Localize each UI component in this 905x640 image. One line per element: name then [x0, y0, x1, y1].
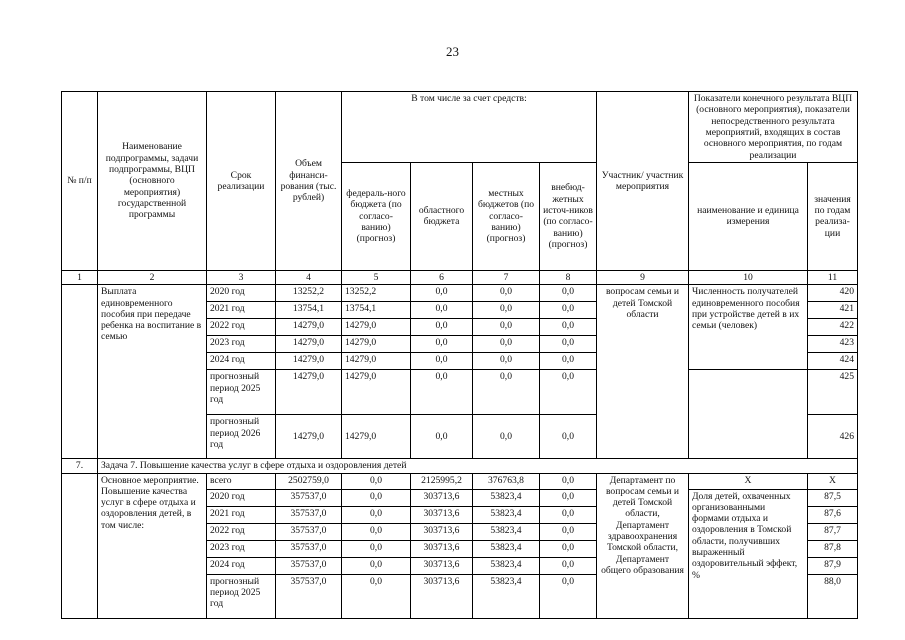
local-cell: 53823,4: [473, 523, 540, 540]
extra-cell: 0,0: [540, 506, 597, 523]
term-cell: 2021 год: [207, 506, 276, 523]
header-extra: внебюд-жетных источ-ников (по согласо-ванию) (прогноз): [540, 162, 597, 270]
local-cell: 0,0: [473, 336, 540, 353]
regional-cell: 0,0: [411, 353, 473, 370]
total-cell: 13252,2: [276, 285, 342, 302]
block1-name: Выплата единовременного пособия при передаче ребенка на воспитание в семью: [98, 285, 207, 459]
regional-cell: 303713,6: [411, 574, 473, 618]
federal-cell: 0,0: [342, 574, 411, 618]
value-cell: 87,6: [808, 506, 858, 523]
value-cell: 87,5: [808, 489, 858, 506]
total-cell: 13754,1: [276, 302, 342, 319]
col-number: 6: [411, 270, 473, 284]
total-cell: 357537,0: [276, 489, 342, 506]
total-cell: 14279,0: [276, 415, 342, 459]
regional-cell: 303713,6: [411, 557, 473, 574]
regional-cell: 2125995,2: [411, 473, 473, 489]
col-number: 3: [207, 270, 276, 284]
local-cell: 53823,4: [473, 506, 540, 523]
federal-cell: 0,0: [342, 506, 411, 523]
total-cell: 2502759,0: [276, 473, 342, 489]
total-cell: 357537,0: [276, 574, 342, 618]
header-local: местных бюджетов (по согласо-ванию) (прогноз): [473, 162, 540, 270]
header-volume: Объем финанси-рования (тыс. рублей): [276, 92, 342, 271]
federal-cell: 0,0: [342, 523, 411, 540]
value-cell: 425: [808, 370, 858, 415]
header-term: Срок реализации: [207, 92, 276, 271]
term-cell: 2023 год: [207, 336, 276, 353]
extra-cell: 0,0: [540, 540, 597, 557]
extra-cell: 0,0: [540, 415, 597, 459]
value-cell: 87,9: [808, 557, 858, 574]
term-cell: 2023 год: [207, 540, 276, 557]
regional-cell: 303713,6: [411, 506, 473, 523]
task7-title: Задача 7. Повышение качества услуг в сфере отдыха и оздоровления детей: [98, 459, 858, 473]
col-number: 1: [62, 270, 98, 284]
regional-cell: 0,0: [411, 302, 473, 319]
local-cell: 53823,4: [473, 489, 540, 506]
task-7: [62, 459, 858, 473]
block1-num: [62, 285, 98, 459]
total-cell: 14279,0: [276, 336, 342, 353]
federal-cell: 0,0: [342, 540, 411, 557]
value-cell: 426: [808, 415, 858, 459]
block-2: [62, 473, 858, 618]
block2-participant: Департамент по вопросам семьи и детей Томской области, Департамент здравоохранения Томской области, Департамент общего образования: [597, 473, 689, 618]
task-row: [62, 459, 858, 473]
header-indicators-text: Показатели конечного результата ВЦП (основного мероприятия), показатели непосредственного результата мероприятий, входящих в состав основного мероприятия, по годам реализации: [693, 93, 853, 161]
federal-cell: 14279,0: [342, 370, 411, 415]
local-cell: 53823,4: [473, 557, 540, 574]
header-federal: федераль-ного бюджета (по согласо-ванию) (прогноз): [342, 162, 411, 270]
local-cell: 0,0: [473, 319, 540, 336]
table-row: [62, 285, 858, 302]
header-sources: В том числе за счет средств:: [342, 92, 597, 163]
regional-cell: 0,0: [411, 319, 473, 336]
col-number: 8: [540, 270, 597, 284]
value-cell: X: [808, 473, 858, 489]
extra-cell: 0,0: [540, 319, 597, 336]
col-number: 7: [473, 270, 540, 284]
header-ind-values: значения по годам реализа-ции: [808, 162, 858, 270]
local-cell: 0,0: [473, 302, 540, 319]
task7-num: 7.: [62, 459, 98, 473]
col-number: 10: [689, 270, 808, 284]
block1-participant: вопросам семьи и детей Томской области: [597, 285, 689, 459]
term-cell: 2022 год: [207, 523, 276, 540]
extra-cell: 0,0: [540, 489, 597, 506]
extra-cell: 0,0: [540, 353, 597, 370]
term-cell: прогнозный период 2026 год: [207, 415, 276, 459]
header-ind-name: наименование и единица измерения: [689, 162, 808, 270]
block2-indicator: Доля детей, охваченных организованными формами отдыха и оздоровления в Томской области, получивших выраженный оздоровительный эффект, %: [689, 489, 808, 618]
term-cell: 2020 год: [207, 285, 276, 302]
local-cell: 53823,4: [473, 574, 540, 618]
extra-cell: 0,0: [540, 336, 597, 353]
col-number: 9: [597, 270, 689, 284]
block1-indicator: Численность получателей единовременного пособия при устройстве детей в их семьи (человек): [689, 285, 808, 370]
total-cell: 14279,0: [276, 353, 342, 370]
header-name: Наименование подпрограммы, задачи подпрограммы, ВЦП (основного мероприятия) государственной программы: [98, 92, 207, 271]
column-number-row: [62, 270, 858, 284]
federal-cell: 0,0: [342, 489, 411, 506]
local-cell: 0,0: [473, 370, 540, 415]
term-cell: 2020 год: [207, 489, 276, 506]
term-cell: 2021 год: [207, 302, 276, 319]
extra-cell: 0,0: [540, 285, 597, 302]
total-cell: 14279,0: [276, 319, 342, 336]
federal-cell: 14279,0: [342, 336, 411, 353]
regional-cell: 303713,6: [411, 540, 473, 557]
value-cell: 424: [808, 353, 858, 370]
value-cell: 422: [808, 319, 858, 336]
regional-cell: 0,0: [411, 415, 473, 459]
extra-cell: 0,0: [540, 473, 597, 489]
col-number: 5: [342, 270, 411, 284]
term-cell: 2024 год: [207, 353, 276, 370]
table-header: [62, 92, 858, 285]
value-cell: 87,7: [808, 523, 858, 540]
extra-cell: 0,0: [540, 302, 597, 319]
regional-cell: 303713,6: [411, 489, 473, 506]
page-number: 23: [446, 44, 459, 59]
col-number: 2: [98, 270, 207, 284]
local-cell: 0,0: [473, 353, 540, 370]
block2-indicator-x: X: [689, 473, 808, 489]
program-table: [61, 91, 858, 619]
table-row: [62, 473, 858, 489]
total-cell: 357537,0: [276, 523, 342, 540]
value-cell: 420: [808, 285, 858, 302]
local-cell: 53823,4: [473, 540, 540, 557]
total-cell: 357537,0: [276, 540, 342, 557]
header-participant: Участник/ участник мероприятия: [597, 92, 689, 271]
regional-cell: 0,0: [411, 336, 473, 353]
federal-cell: 14279,0: [342, 353, 411, 370]
local-cell: 0,0: [473, 415, 540, 459]
value-cell: 421: [808, 302, 858, 319]
term-cell: прогнозный период 2025 год: [207, 370, 276, 415]
header-regional: областного бюджета: [411, 162, 473, 270]
regional-cell: 303713,6: [411, 523, 473, 540]
federal-cell: 14279,0: [342, 319, 411, 336]
federal-cell: 0,0: [342, 473, 411, 489]
term-cell: всего: [207, 473, 276, 489]
extra-cell: 0,0: [540, 557, 597, 574]
extra-cell: 0,0: [540, 523, 597, 540]
header-num: № п/п: [62, 92, 98, 271]
extra-cell: 0,0: [540, 370, 597, 415]
col-number: 4: [276, 270, 342, 284]
block1-indicator-blank: [689, 370, 808, 459]
regional-cell: 0,0: [411, 285, 473, 302]
extra-cell: 0,0: [540, 574, 597, 618]
block2-name: Основное мероприятие. Повышение качества услуг в сфере отдыха и оздоровления детей, в том числе:: [98, 473, 207, 618]
term-cell: 2022 год: [207, 319, 276, 336]
value-cell: 88,0: [808, 574, 858, 618]
federal-cell: 14279,0: [342, 415, 411, 459]
total-cell: 14279,0: [276, 370, 342, 415]
local-cell: 0,0: [473, 285, 540, 302]
term-cell: прогнозный период 2025 год: [207, 574, 276, 618]
federal-cell: 0,0: [342, 557, 411, 574]
value-cell: 423: [808, 336, 858, 353]
block-1: [62, 285, 858, 459]
regional-cell: 0,0: [411, 370, 473, 415]
header-indicators: [689, 92, 858, 163]
federal-cell: 13754,1: [342, 302, 411, 319]
federal-cell: 13252,2: [342, 285, 411, 302]
value-cell: 87,8: [808, 540, 858, 557]
term-cell: 2024 год: [207, 557, 276, 574]
total-cell: 357537,0: [276, 557, 342, 574]
local-cell: 376763,8: [473, 473, 540, 489]
col-number: 11: [808, 270, 858, 284]
block2-num: [62, 473, 98, 618]
total-cell: 357537,0: [276, 506, 342, 523]
